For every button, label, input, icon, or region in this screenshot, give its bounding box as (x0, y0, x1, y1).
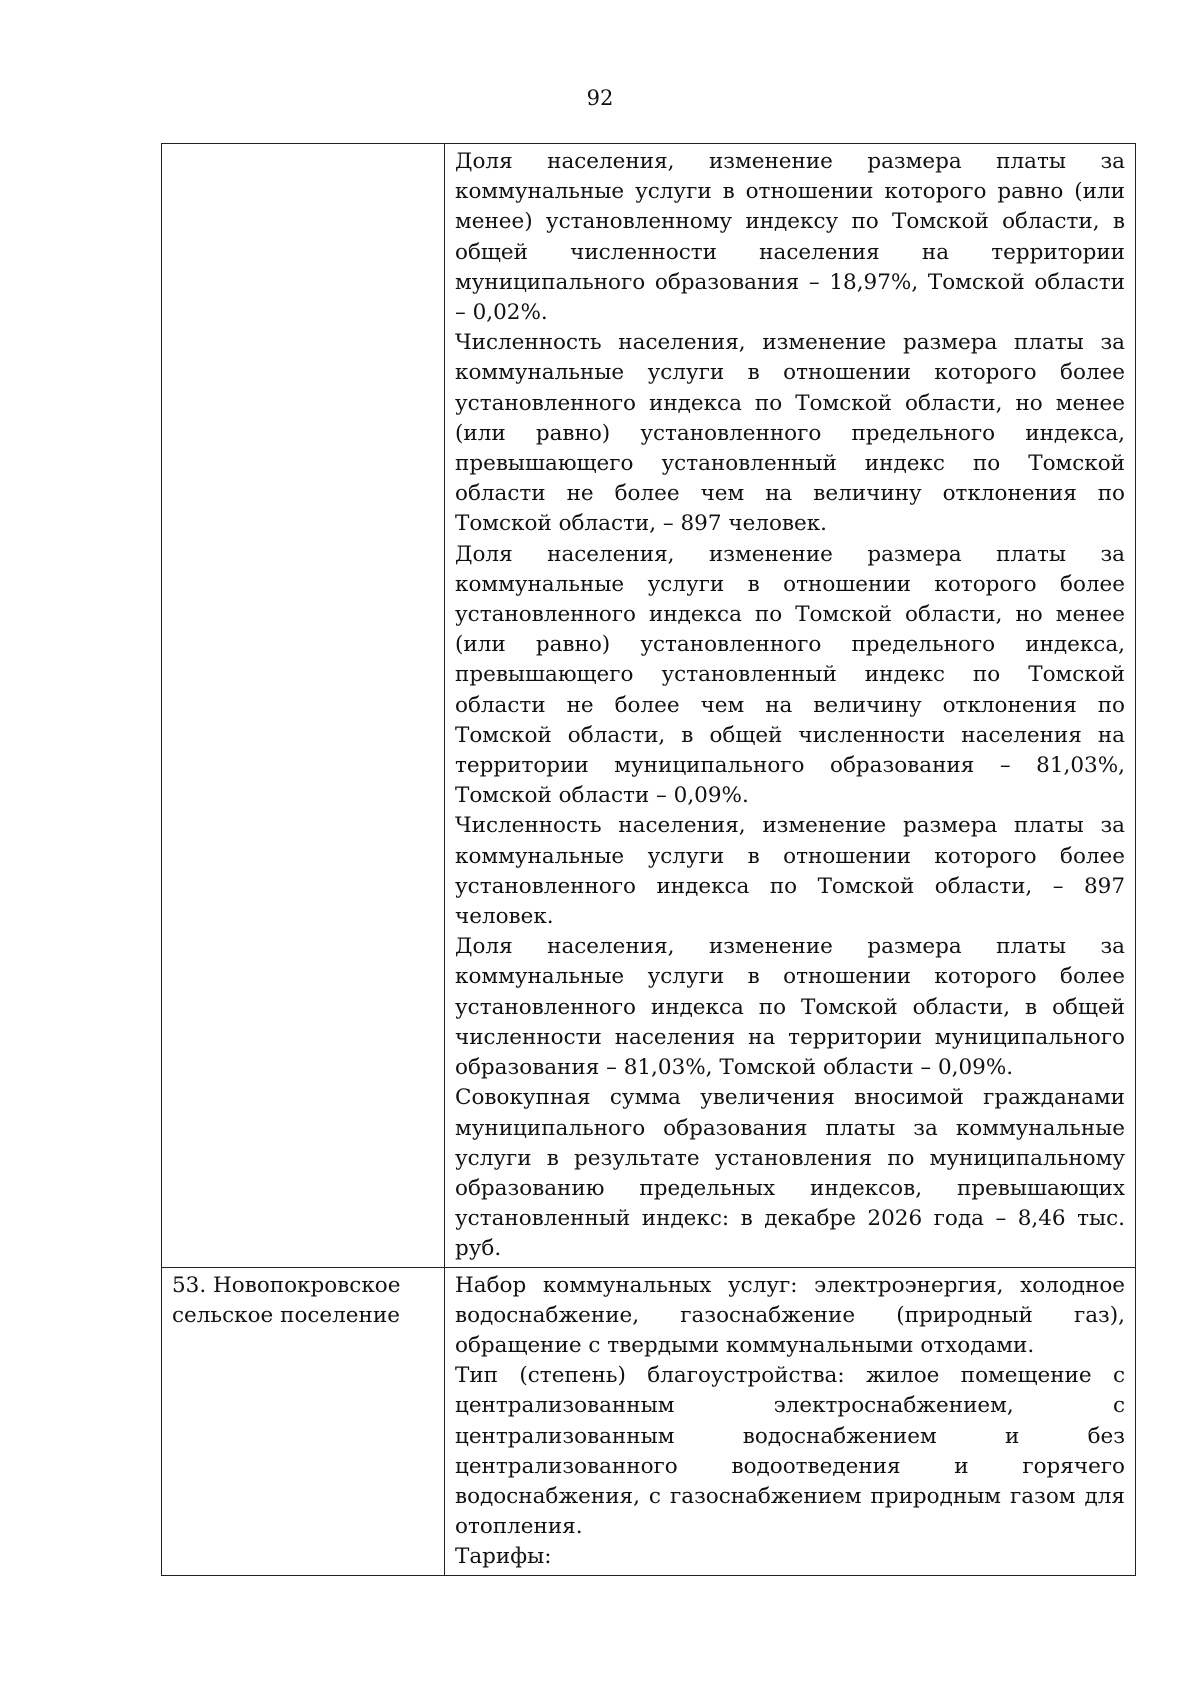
paragraph: Набор коммунальных услуг: электроэнергия, холодное водоснабжение, газоснабжение (природный газ), обращение с твердыми коммунальными отходами. (455, 1272, 1125, 1358)
paragraph: Тип (степень) благоустройства: жилое помещение с централизованным электроснабжением, с централизованным водоснабжением и без централизованного водоотведения и горячего водоснабжения, с газоснабжением природным газом для отопления. (455, 1363, 1125, 1540)
municipality-cell: 53. Новопокровское сельское поселение (162, 1267, 445, 1575)
paragraph: Тарифы: (455, 1544, 552, 1570)
table-row (162, 1267, 1136, 1575)
table-row (162, 144, 1136, 1268)
paragraph: Численность населения, изменение размера платы за коммунальные услуги в отношении которого более установленного индекса по Томской области, но менее (или равно) установленного предельного индекса, превышающего установленный индекс по Томской области не более чем на величину отклонения по Томской области, – 897 человек. (455, 330, 1125, 537)
paragraph: Доля населения, изменение размера платы за коммунальные услуги в отношении которого более установленного индекса по Томской области, но менее (или равно) установленного предельного индекса, превышающего установленный индекс по Томской области не более чем на величину отклонения по Томской области, в общей численности населения на территории муниципального образования – 81,03%, Томской области – 0,09%. (455, 541, 1125, 809)
paragraph: Доля населения, изменение размера платы за коммунальные услуги в отношении которого более установленного индекса по Томской области, в общей численности населения на территории муниципального образования – 81,03%, Томской области – 0,09%. (455, 934, 1125, 1081)
description-cell (445, 1267, 1136, 1575)
paragraph: Совокупная сумма увеличения вносимой гражданами муниципального образования платы за коммунальные услуги в результате установления по муниципальному образованию предельных индексов, превышающих установленный индекс: в декабре 2026 года – 8,46 тыс. руб. (455, 1085, 1125, 1262)
description-cell (445, 144, 1136, 1268)
municipality-cell (162, 144, 445, 1268)
paragraph: Доля населения, изменение размера платы за коммунальные услуги в отношении которого равно (или менее) установленному индексу по Томской области, в общей численности населения на территории муниципального образования – 18,97%, Томской области – 0,02%. (455, 149, 1125, 326)
paragraph: Численность населения, изменение размера платы за коммунальные услуги в отношении которого более установленного индекса по Томской области, – 897 человек. (455, 813, 1125, 930)
document-table (161, 143, 1136, 1576)
page-number: 92 (586, 86, 614, 110)
